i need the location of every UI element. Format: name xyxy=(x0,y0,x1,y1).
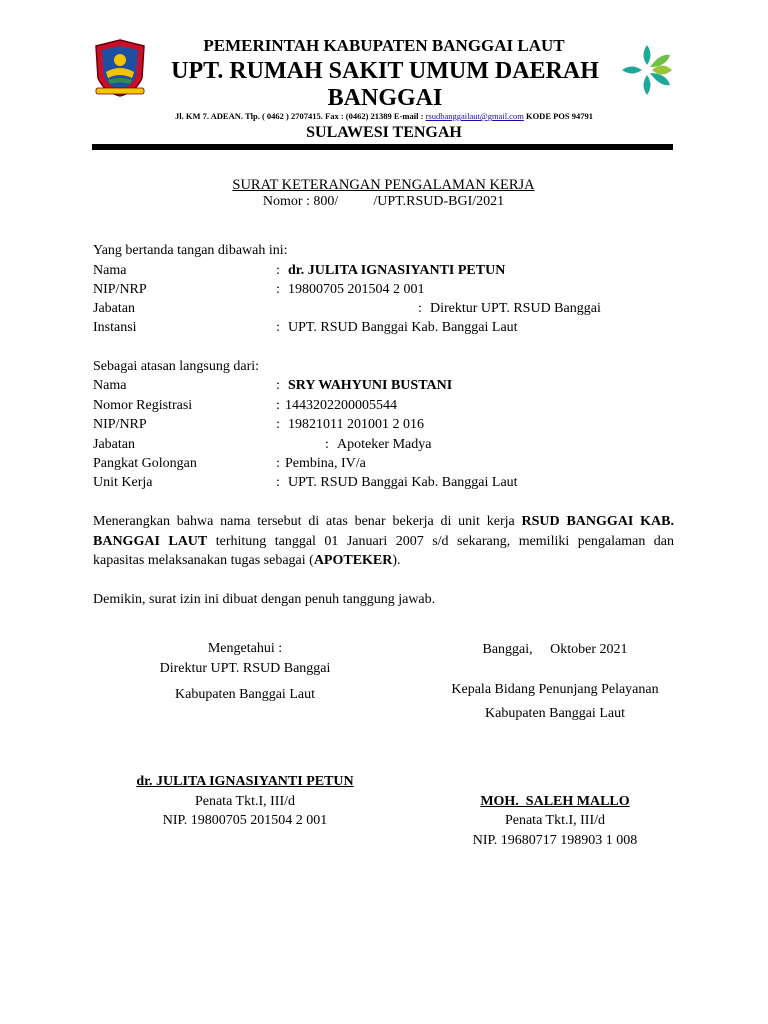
field-colon: : xyxy=(325,437,329,452)
letter-number: Nomor : 800/ /UPT.RSUD-BGI/2021 xyxy=(262,194,505,209)
signer-intro xyxy=(93,241,288,260)
field-label: Jabatan xyxy=(93,301,135,316)
field-value: 1443202200005544 xyxy=(285,398,397,413)
body-text: terhitung tanggal 01 Januari 2007 s/d sekarang, memiliki pengalaman dan kapasitas melaksanakan tugas sebagai ( xyxy=(93,533,675,568)
field-value: Apoteker Madya xyxy=(337,437,432,452)
sign-right-rank: Penata Tkt.I, III/d xyxy=(504,813,606,828)
field-value: Direktur UPT. RSUD Banggai xyxy=(430,301,601,316)
header-government: PEMERINTAH KABUPATEN BANGGAI LAUT xyxy=(203,36,565,55)
field-label: Nama xyxy=(93,378,127,393)
closing-paragraph: Demikin, surat izin ini dibuat dengan penuh tanggung jawab. xyxy=(93,592,436,607)
letter-title: SURAT KETERANGAN PENGALAMAN KERJA xyxy=(232,177,535,193)
field-colon: : xyxy=(276,398,280,413)
field-colon: : xyxy=(276,475,280,490)
field-value: UPT. RSUD Banggai Kab. Banggai Laut xyxy=(288,320,518,335)
sign-right-region: Kabupaten Banggai Laut xyxy=(485,706,625,721)
field-colon: : xyxy=(276,320,280,335)
header-address xyxy=(110,110,658,122)
field-label: Nama xyxy=(93,263,127,278)
address-suffix: KODE POS 94791 xyxy=(523,111,594,121)
field-value: 19821011 201001 2 016 xyxy=(288,417,424,432)
field-colon: : xyxy=(276,282,280,297)
sign-left-name: dr. JULITA IGNASIYANTI PETUN xyxy=(136,774,354,789)
field-colon: : xyxy=(276,456,280,471)
sign-left-position: Direktur UPT. RSUD Banggai xyxy=(159,661,331,676)
header-hospital-name: UPT. RUMAH SAKIT UMUM DAERAH xyxy=(171,58,599,84)
field-label: Unit Kerja xyxy=(93,475,153,490)
address-prefix: Jl. KM 7. ADEAN. Tlp. ( 0462 ) 2707415. Fax : (0462) 21389 E-mail : xyxy=(174,111,426,121)
sign-right-nip: NIP. 19680717 198903 1 008 xyxy=(472,833,638,848)
field-label: Instansi xyxy=(93,320,137,335)
field-colon: : xyxy=(276,263,280,278)
field-label: NIP/NRP xyxy=(93,282,147,297)
subordinate-intro xyxy=(93,357,259,376)
sign-left-region: Kabupaten Banggai Laut xyxy=(175,687,315,702)
email-link[interactable]: rsudbanggailaut@gmail.com xyxy=(425,111,524,121)
field-value: Pembina, IV/a xyxy=(285,456,366,471)
sign-left-acknowledged: Mengetahui : xyxy=(207,641,283,656)
field-value: dr. JULITA IGNASIYANTI PETUN xyxy=(288,263,506,278)
field-value: 19800705 201504 2 001 xyxy=(288,282,425,297)
sign-right-position: Kepala Bidang Penunjang Pelayanan xyxy=(451,682,659,697)
header-hospital-name-2: BANGGAI xyxy=(327,85,443,111)
sign-left-rank: Penata Tkt.I, III/d xyxy=(194,794,296,809)
field-label: Nomor Registrasi xyxy=(93,398,193,413)
field-value: UPT. RSUD Banggai Kab. Banggai Laut xyxy=(288,475,518,490)
sign-right-place-date: Banggai, Oktober 2021 xyxy=(482,642,628,657)
header-province: SULAWESI TENGAH xyxy=(306,124,462,141)
subordinate-intro-text: Sebagai atasan langsung dari: xyxy=(93,359,260,374)
header-divider xyxy=(92,144,673,150)
field-colon: : xyxy=(276,417,280,432)
field-label: Pangkat Golongan xyxy=(93,456,197,471)
body-role: APOTEKER xyxy=(313,553,393,568)
field-colon: : xyxy=(276,378,280,393)
body-text: ). xyxy=(392,553,401,568)
body-text: Menerangkan bahwa nama tersebut di atas benar bekerja di unit kerja xyxy=(93,514,522,529)
sign-right-name: MOH. SALEH MALLO xyxy=(480,794,630,809)
signer-intro-text: Yang bertanda tangan dibawah ini: xyxy=(93,243,288,258)
sign-left-nip: NIP. 19800705 201504 2 001 xyxy=(162,813,328,828)
field-value: SRY WAHYUNI BUSTANI xyxy=(288,378,453,393)
field-label: Jabatan xyxy=(93,437,135,452)
body-paragraph xyxy=(93,512,674,571)
field-colon: : xyxy=(418,301,422,316)
field-label: NIP/NRP xyxy=(93,417,147,432)
body-unit-name: RSUD BANGGAI KAB. BANGGAI LAUT xyxy=(93,514,674,549)
